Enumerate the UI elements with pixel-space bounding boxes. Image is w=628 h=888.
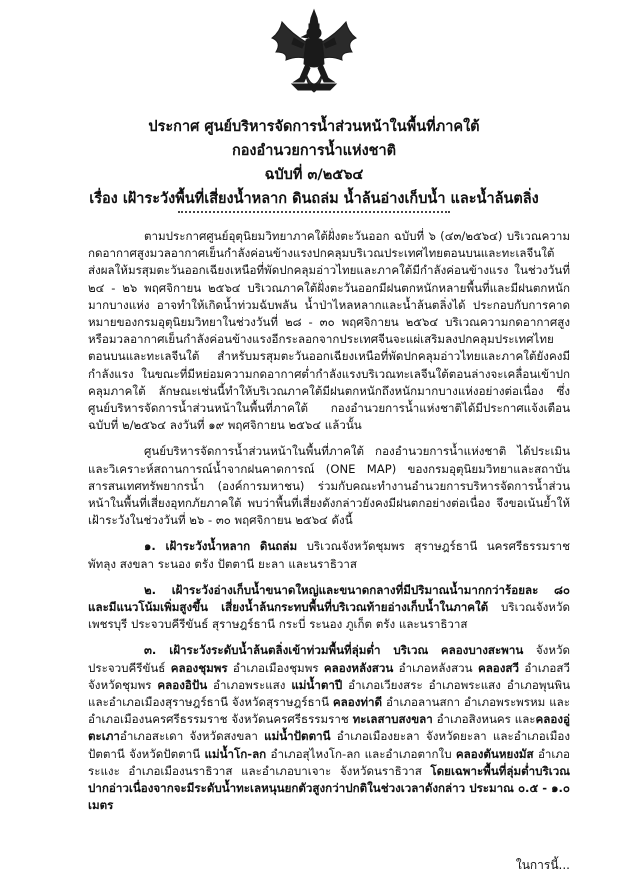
waterway-area: อำเภอระแงะ อำเภอเมืองนราธิวาส และอำเภอบาเจาะ จังหวัดนราธิวาส [88, 746, 570, 778]
warning-item-1 [88, 538, 570, 572]
waterway-area: อำเภอสุไหงโก-ลก และอำเภอตากใบ [266, 746, 456, 761]
waterway-name: คลองชุมพร [170, 660, 228, 675]
paragraph-assessment: ศูนย์บริหารจัดการน้ำส่วนหน้าในพื้นที่ภาคใต้ กองอำนวยการน้ำแห่งชาติ ได้ประเมินและวิเคราะห์สถานการณ์น้ำจากฝนคาดการณ์ (ONE MAP) ของกรมอุตุนิยมวิทยาและสถาบันสารสนเทศทรัพยากรน้ำ (องค์การมหาชน) ร่วมกับคณะทำงานอำนวยการบริหารจัดการน้ำส่วนหน้าในพื้นที่เสี่ยงอุทกภัยภาคใต้ พบว่าพื้นที่เสี่ยงดังกล่าวยังคงมีฝนตกอย่างต่อเนื่อง จึงขอเน้นย้ำให้เฝ้าระวังในช่วงวันที่ ๒๖ - ๓๐ พฤศจิกายน ๒๕๖๔ ดังนี้ [88, 444, 570, 528]
warning-item-1-text: บริเวณจังหวัดชุมพร สุราษฎร์ธานี นครศรีธรรมราช พัทลุง สงขลา ระนอง ตรัง ปัตตานี ยะลา และนราธิวาส [88, 539, 570, 571]
continuation-marker: ในการนี้... [515, 858, 570, 872]
paragraph-background: ตามประกาศศูนย์อุตุนิยมวิทยาภาคใต้ฝั่งตะวันออก ฉบับที่ ๖ (๔๓/๒๕๖๔) บริเวณความกดอากาศสูงมวลอากาศเย็นกำลังค่อนข้างแรงปกคลุมบริเวณประเทศไทยตอนบนและทะเลจีนใต้ ส่งผลให้มรสุมตะวันออกเฉียงเหนือที่พัดปกคลุมอ่าวไทยและภาคใต้มีกำลังค่อนข้างแรง ในช่วงวันที่ ๒๔ - ๒๖ พฤศจิกายน ๒๕๖๔ บริเวณภาคใต้ฝั่งตะวันออกมีฝนตกหนักหลายพื้นที่และมีฝนตกหนักมากบางแห่ง อาจทำให้เกิดน้ำท่วมฉับพลัน น้ำป่าไหลหลากและน้ำล้นตลิ่งได้ ประกอบกับการคาดหมายของกรมอุตุนิยมวิทยาในช่วงวันที่ ๒๘ - ๓๐ พฤศจิกายน ๒๕๖๔ บริเวณความกดอากาศสูงหรือมวลอากาศเย็นกำลังค่อนข้างแรงอีกระลอกจากประเทศจีนจะแผ่เสริมลงปกคลุมประเทศไทยตอนบนและทะเลจีนใต้ สำหรับมรสุมตะวันออกเฉียงเหนือที่พัดปกคลุมอ่าวไทยและภาคใต้ยังคงมีกำลังแรง ในขณะที่มีหย่อมความกดอากาศต่ำกำลังแรงบริเวณทะเลจีนใต้ตอนล่างจะเคลื่อนเข้าปกคลุมภาคใต้ ลักษณะเช่นนี้ทำให้บริเวณภาคใต้มีฝนตกหนักถึงหนักมากบางแห่งอย่างต่อเนื่อง ซึ่งศูนย์บริหารจัดการน้ำส่วนหน้าในพื้นที่ภาคใต้ กองอำนวยการน้ำแห่งชาติได้มีประกาศแจ้งเตือนฉบับที่ ๒/๒๕๖๔ ลงวันที่ ๑๙ พฤศจิกายน ๒๕๖๔ แล้วนั้น [88, 229, 570, 433]
issue-number: ฉบับที่ ๓/๒๕๖๔ [264, 167, 364, 183]
waterway-area: อำเภอเวียงสระ อำเภอพระแสง อำเภอพุนพิน และอำเภอเมืองสุราษฎร์ธานี จังหวัดสุราษฎร์ธานี [88, 677, 570, 710]
agency-name: กองอำนวยการน้ำแห่งชาติ [231, 143, 397, 159]
waterway-area: อำเภอลานสกา อำเภอพระพรหม และอำเภอเมืองนครศรีธรรมราช จังหวัดนครศรีธรรมราช [88, 695, 570, 727]
warning-item-2 [88, 582, 570, 634]
warning-item-3 [88, 642, 570, 814]
waterway-area: อำเภอเมืองยะลา จังหวัดยะลา และอำเภอเมืองปัตตานี จังหวัดปัตตานี [88, 729, 570, 761]
waterway-area: อำเภอสิงหนคร และ [432, 712, 536, 727]
waterway-name: คลองสวี [477, 660, 520, 675]
announcement-body [88, 228, 570, 824]
title-divider [178, 211, 450, 213]
waterway-name: แม่น้ำตาปี [291, 677, 343, 692]
waterway-name: คลองหลังสวน [323, 660, 394, 675]
tidal-surge-note: โดยเฉพาะพื้นที่ลุ่มต่ำบริเวณปากอ่าวเนื่องจากจะมีระดับน้ำทะเลหนุนยกตัวสูงกว่าปกติในช่วงเวลาดังกล่าว ประมาณ ๐.๕ - ๑.๐ เมตร [88, 763, 570, 813]
waterway-area: อำเภอสะเดา จังหวัดสงขลา [119, 729, 265, 744]
warning-item-2-heading: ๒. เฝ้าระวังอ่างเก็บน้ำขนาดใหญ่และขนาดกลางที่มีปริมาณน้ำมากกว่าร้อยละ ๘๐ และมีแนวโน้มเพิ่มสูงขึ้น เสี่ยงน้ำล้นกระทบพื้นที่บริเวณท้ายอ่างเก็บน้ำในภาคใต้ [88, 582, 570, 615]
subject-line: เรื่อง เฝ้าระวังพื้นที่เสี่ยงน้ำหลาก ดินถล่ม น้ำล้นอ่างเก็บน้ำ และน้ำล้นตลิ่ง [89, 191, 539, 207]
waterway-name: ทะเลสาบสงขลา [352, 712, 433, 727]
warning-item-1-heading: ๑. เฝ้าระวังน้ำหลาก ดินถล่ม [144, 539, 298, 554]
waterway-name: คลองบางสะพาน [440, 643, 524, 658]
waterway-area: อำเภอสวี จังหวัดชุมพร [88, 660, 570, 692]
waterway-area: อำเภอพระแสง [207, 677, 292, 692]
warning-item-3-heading: ๓. เฝ้าระวังระดับน้ำล้นตลิ่งเข้าท่วมพื้นที่ลุ่มต่ำ บริเวณ [144, 643, 429, 658]
waterway-name: คลองอู่ตะเภา [88, 712, 570, 744]
garuda-emblem-icon [264, 8, 364, 104]
waterway-name: แม่น้ำโก-ลก [204, 746, 267, 761]
waterway-area: อำเภอเมืองชุมพร [227, 660, 324, 675]
waterway-area: จังหวัดประจวบคีรีขันธ์ [88, 643, 571, 675]
warning-item-2-text: บริเวณจังหวัดเพชรบุรี ประจวบคีรีขันธ์ สุราษฎร์ธานี กระบี่ ระนอง ภูเก็ต ตรัง และนราธิวาส [88, 600, 570, 632]
announcement-title: ประกาศ ศูนย์บริหารจัดการน้ำส่วนหน้าในพื้นที่ภาคใต้ [148, 119, 480, 135]
waterway-name: คลองอิปัน [157, 677, 208, 692]
waterway-name: คลองตันหยงมัส [455, 746, 534, 761]
waterway-name: แม่น้ำปัตตานี [264, 729, 331, 744]
waterway-name: คลองท่าดี [332, 695, 383, 710]
waterway-area: อำเภอหลังสวน [393, 660, 478, 675]
